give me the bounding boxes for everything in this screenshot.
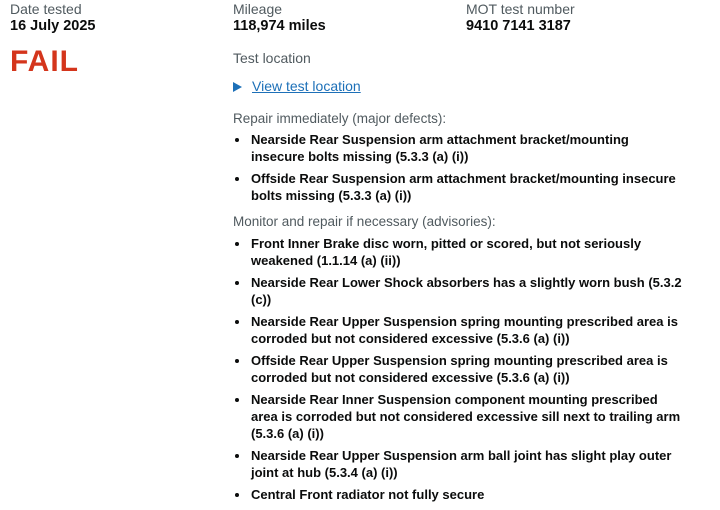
defect-item: • Nearside Rear Suspension arm attachment bracket/mounting insecure bolts missing (5.3.3 (a) (i)) xyxy=(250,131,682,165)
major-defects-heading: Repair immediately (major defects): xyxy=(233,111,447,126)
disclosure-triangle-icon xyxy=(233,82,242,92)
advisory-item: • Front Inner Brake disc worn, pitted or scored, but not seriously weakened (1.1.14 (a) (ii)) xyxy=(250,235,682,269)
advisories-section xyxy=(233,213,685,503)
mot-number-block xyxy=(466,1,685,36)
date-tested-label: Date tested xyxy=(10,1,82,17)
major-defects-list xyxy=(233,131,685,204)
test-location-label: Test location xyxy=(233,50,311,66)
mileage-block xyxy=(233,1,466,36)
advisory-item: • Offside Rear Upper Suspension spring mounting prescribed area is corroded but not considered excessive (5.3.6 (a) (i)) xyxy=(250,352,682,386)
test-details-main-column xyxy=(233,1,685,508)
advisory-item: • Nearside Rear Upper Suspension spring mounting prescribed area is corroded but not considered excessive (5.3.6 (a) (i)) xyxy=(250,313,682,347)
advisory-item: • Nearside Rear Inner Suspension component mounting prescribed area is corroded but not considered excessive sill next to trailing arm (5.3.6 (a) (i)) xyxy=(250,391,682,442)
mileage-value: 118,974 miles xyxy=(233,18,326,34)
defect-item: • Offside Rear Suspension arm attachment bracket/mounting insecure bolts missing (5.3.3 (a) (i)) xyxy=(250,170,682,204)
advisory-item: • Central Front radiator not fully secure xyxy=(250,486,682,503)
advisory-item: • Nearside Rear Lower Shock absorbers has a slightly worn bush (5.3.2 (c)) xyxy=(250,274,682,308)
mot-number-value: 9410 7141 3187 xyxy=(466,18,571,34)
test-result-status: FAIL xyxy=(10,45,79,78)
test-meta-row xyxy=(233,1,685,36)
advisory-item: • Nearside Rear Upper Suspension arm ball joint has slight play outer joint at hub (5.3.4 (a) (i)) xyxy=(250,447,682,481)
advisories-list xyxy=(233,235,685,503)
mileage-label: Mileage xyxy=(233,1,283,17)
date-tested-value: 16 July 2025 xyxy=(10,18,96,34)
mot-number-label: MOT test number xyxy=(466,1,575,17)
view-test-location-details[interactable] xyxy=(233,78,685,95)
test-summary-left-column xyxy=(10,1,233,508)
view-test-location-link[interactable]: View test location xyxy=(252,78,361,94)
advisories-heading: Monitor and repair if necessary (advisories): xyxy=(233,214,496,229)
major-defects-section xyxy=(233,110,685,204)
